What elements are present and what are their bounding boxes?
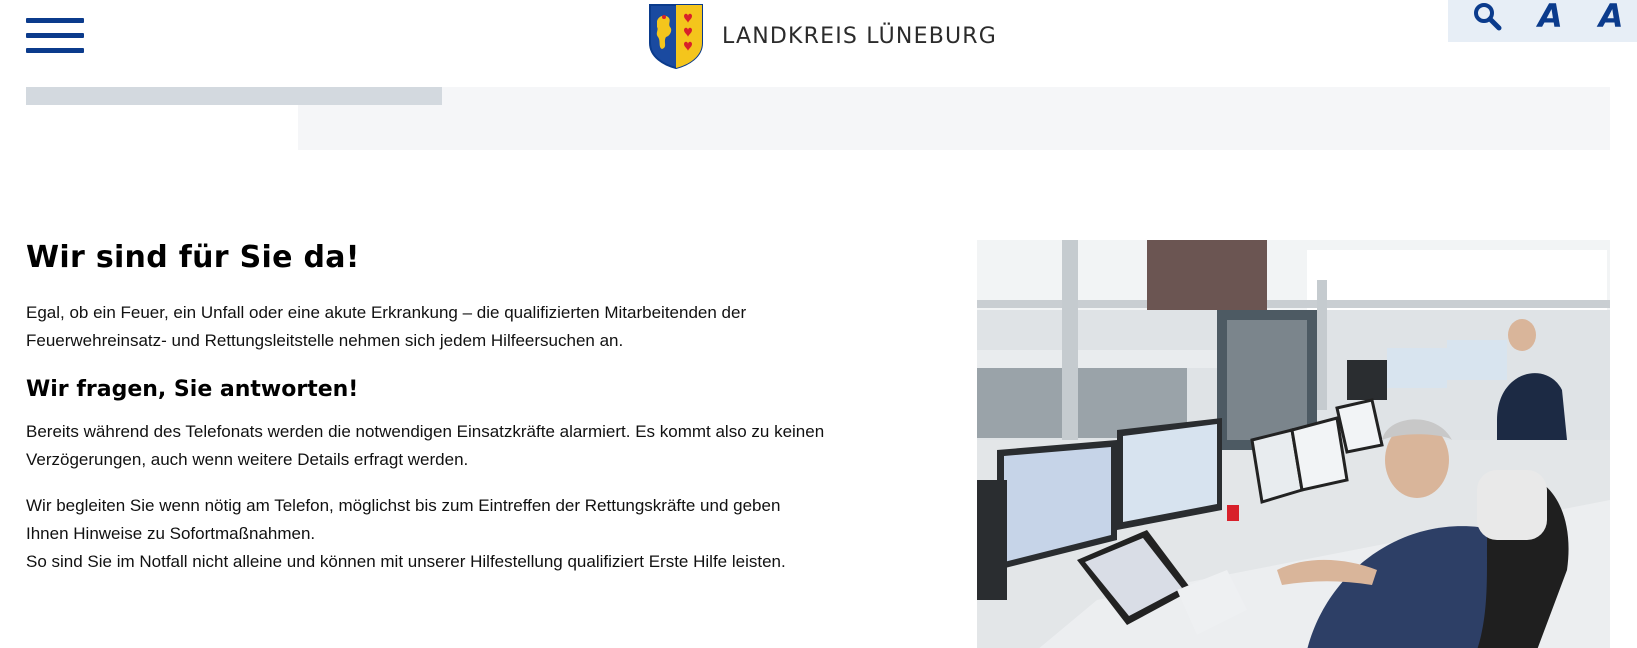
paragraph-guidance: Wir begleiten Sie wenn nötig am Telefon, möglichst bis zum Eintreffen der Rettungskräfte und geben Ihnen Hinweise zu Sofortmaßnahmen. (26, 496, 781, 543)
breadcrumb-area (298, 87, 1610, 150)
breadcrumb-placeholder (26, 87, 442, 105)
intro-text: Egal, ob ein Feuer, ein Unfall oder eine akute Erkrankung – die qualifizierten Mitarbeitenden der Feuerwehreinsatz- und Rettungsleitstelle nehmen sich jedem Hilfeersuchen an. (26, 303, 747, 350)
font-size-large-label: A (1598, 0, 1624, 35)
hamburger-icon-bar (26, 33, 84, 38)
control-room-photo (977, 240, 1610, 648)
site-logo-link[interactable] (648, 3, 997, 69)
search-button[interactable] (1472, 0, 1502, 42)
font-size-small-label: A (1538, 0, 1563, 35)
font-size-decrease-button[interactable] (1538, 0, 1563, 42)
accessibility-toolbar (1448, 0, 1637, 42)
search-icon (1472, 1, 1502, 31)
hamburger-icon-bar (26, 48, 84, 53)
section-heading: Wir fragen, Sie antworten! (26, 377, 359, 402)
paragraph-alarm: Bereits während des Telefonats werden die notwendigen Einsatzkräfte alarmiert. Es kommt also zu keinen Verzögerungen, auch wenn weitere Details erfragt werden. (26, 422, 825, 469)
paragraph-first-aid: So sind Sie im Notfall nicht alleine und können mit unserer Hilfestellung qualifiziert Erste Hilfe leisten. (26, 552, 786, 571)
page-title: Wir sind für Sie da! (26, 240, 360, 275)
main-content (26, 240, 826, 576)
site-title: LANDKREIS LÜNEBURG (722, 23, 998, 49)
hamburger-icon-bar (26, 18, 84, 23)
font-size-increase-button[interactable] (1599, 0, 1624, 42)
coat-of-arms-icon (648, 3, 704, 69)
menu-button[interactable] (26, 18, 84, 54)
